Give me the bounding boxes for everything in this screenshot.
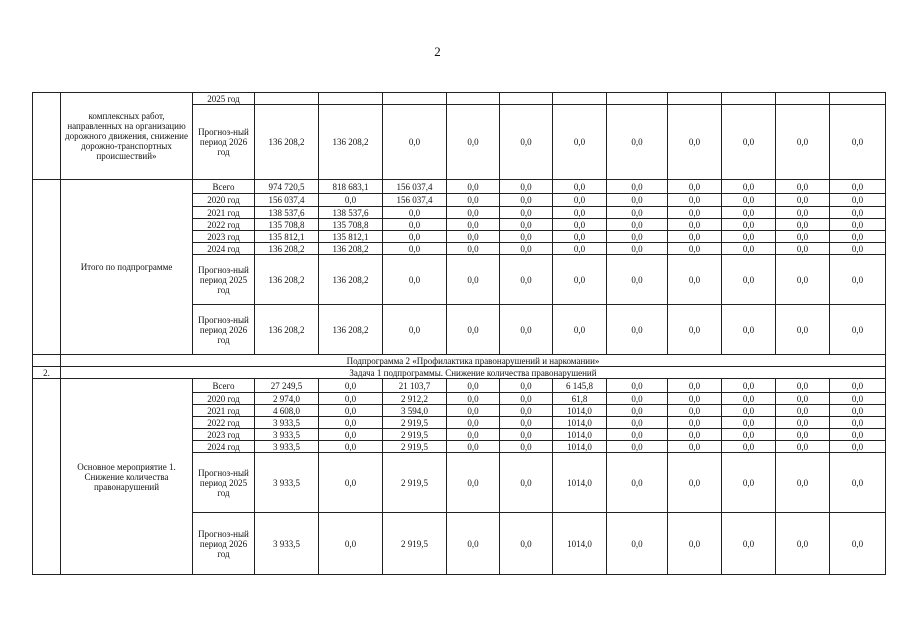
value-cell: 136 208,2	[319, 305, 383, 355]
task-title: Задача 1 подпрограммы. Снижение количества правонарушений	[61, 367, 886, 379]
row-index-cell	[33, 180, 61, 355]
period-cell: 2024 год	[193, 441, 255, 453]
value-cell: 0,0	[830, 243, 886, 255]
value-cell: 3 933,5	[255, 417, 319, 429]
table-row	[33, 93, 886, 105]
period-cell: Прогноз-ный период 2026 год	[193, 105, 255, 180]
value-cell: 0,0	[607, 194, 668, 207]
value-cell: 0,0	[447, 513, 500, 575]
value-cell: 0,0	[776, 441, 830, 453]
value-cell: 0,0	[447, 417, 500, 429]
value-cell: 0,0	[722, 105, 776, 180]
value-cell: 0,0	[500, 453, 553, 513]
value-cell: 0,0	[776, 219, 830, 231]
value-cell: 136 208,2	[319, 255, 383, 305]
value-cell: 0,0	[776, 194, 830, 207]
value-cell: 0,0	[319, 194, 383, 207]
value-cell: 2 919,5	[383, 453, 447, 513]
value-cell: 0,0	[776, 207, 830, 219]
value-cell: 0,0	[500, 231, 553, 243]
period-cell: Прогноз-ный период 2025 год	[193, 255, 255, 305]
value-cell: 0,0	[447, 219, 500, 231]
measure-name-cell: Основное мероприятие 1. Снижение количества правонарушений	[61, 379, 193, 575]
value-cell: 0,0	[722, 405, 776, 417]
period-cell: 2023 год	[193, 231, 255, 243]
value-cell: 0,0	[607, 305, 668, 355]
value-cell: 0,0	[776, 393, 830, 405]
period-cell: 2020 год	[193, 393, 255, 405]
value-cell: 0,0	[830, 219, 886, 231]
budget-table	[32, 92, 886, 575]
value-cell: 21 103,7	[383, 379, 447, 393]
value-cell: 1014,0	[553, 441, 607, 453]
value-cell: 2 919,5	[383, 441, 447, 453]
value-cell: 0,0	[830, 441, 886, 453]
value-cell: 0,0	[383, 255, 447, 305]
value-cell: 0,0	[500, 513, 553, 575]
page-number: 2	[434, 44, 441, 59]
value-cell: 0,0	[722, 231, 776, 243]
value-cell: 0,0	[668, 243, 722, 255]
value-cell: 6 145,8	[553, 379, 607, 393]
value-cell: 0,0	[607, 219, 668, 231]
value-cell: 0,0	[500, 219, 553, 231]
measure-name-cell: комплексных работ, направленных на организацию дорожного движения, снижение дорожно-транспортных происшествий»	[61, 93, 193, 180]
value-cell: 156 037,4	[383, 194, 447, 207]
value-cell: 1014,0	[553, 513, 607, 575]
task-index: 2.	[33, 367, 61, 379]
value-cell: 0,0	[319, 379, 383, 393]
period-cell: 2024 год	[193, 243, 255, 255]
value-cell: 0,0	[776, 180, 830, 194]
value-cell: 0,0	[776, 417, 830, 429]
value-cell: 0,0	[668, 453, 722, 513]
value-cell: 0,0	[722, 441, 776, 453]
value-cell: 0,0	[607, 405, 668, 417]
measure-name-cell: Итого по подпрограмме	[61, 180, 193, 355]
value-cell: 0,0	[500, 194, 553, 207]
value-cell: 0,0	[776, 231, 830, 243]
value-cell: 156 037,4	[383, 180, 447, 194]
value-cell: 0,0	[500, 429, 553, 441]
value-cell: 27 249,5	[255, 379, 319, 393]
value-cell: 0,0	[500, 441, 553, 453]
value-cell: 0,0	[830, 417, 886, 429]
period-cell: Всего	[193, 379, 255, 393]
value-cell: 2 919,5	[383, 513, 447, 575]
period-cell: 2021 год	[193, 207, 255, 219]
value-cell: 0,0	[776, 429, 830, 441]
value-cell: 0,0	[722, 255, 776, 305]
value-cell: 0,0	[607, 255, 668, 305]
value-cell: 1014,0	[553, 417, 607, 429]
value-cell: 0,0	[722, 393, 776, 405]
value-cell: 0,0	[668, 105, 722, 180]
value-cell: 3 933,5	[255, 429, 319, 441]
value-cell	[500, 93, 553, 105]
value-cell: 0,0	[668, 379, 722, 393]
period-cell: Прогноз-ный период 2026 год	[193, 513, 255, 575]
value-cell: 0,0	[500, 379, 553, 393]
value-cell: 0,0	[722, 219, 776, 231]
value-cell	[776, 93, 830, 105]
value-cell: 138 537,6	[255, 207, 319, 219]
period-cell: 2021 год	[193, 405, 255, 417]
value-cell: 136 208,2	[319, 243, 383, 255]
value-cell: 0,0	[319, 453, 383, 513]
value-cell: 0,0	[500, 255, 553, 305]
subprogram-title: Подпрограмма 2 «Профилактика правонарушений и наркомании»	[61, 355, 886, 367]
period-cell: Прогноз-ный период 2025 год	[193, 453, 255, 513]
value-cell: 0,0	[607, 453, 668, 513]
value-cell: 0,0	[607, 441, 668, 453]
value-cell: 61,8	[553, 393, 607, 405]
value-cell: 0,0	[830, 180, 886, 194]
value-cell: 0,0	[553, 180, 607, 194]
value-cell: 0,0	[668, 219, 722, 231]
value-cell: 0,0	[668, 305, 722, 355]
table-row	[33, 379, 886, 393]
value-cell	[553, 93, 607, 105]
value-cell: 0,0	[319, 393, 383, 405]
period-cell: 2023 год	[193, 429, 255, 441]
value-cell	[722, 93, 776, 105]
value-cell: 0,0	[668, 441, 722, 453]
value-cell: 0,0	[830, 393, 886, 405]
value-cell: 0,0	[500, 180, 553, 194]
value-cell: 1014,0	[553, 405, 607, 417]
value-cell: 0,0	[447, 194, 500, 207]
value-cell: 0,0	[319, 429, 383, 441]
value-cell: 818 683,1	[319, 180, 383, 194]
period-cell: 2025 год	[193, 93, 255, 105]
value-cell: 0,0	[383, 243, 447, 255]
value-cell: 0,0	[668, 405, 722, 417]
value-cell: 156 037,4	[255, 194, 319, 207]
value-cell	[319, 93, 383, 105]
value-cell: 0,0	[830, 379, 886, 393]
value-cell: 0,0	[722, 194, 776, 207]
value-cell: 0,0	[722, 379, 776, 393]
value-cell: 0,0	[607, 429, 668, 441]
value-cell: 0,0	[447, 429, 500, 441]
value-cell	[255, 93, 319, 105]
value-cell: 0,0	[447, 255, 500, 305]
value-cell: 0,0	[830, 513, 886, 575]
value-cell: 0,0	[722, 207, 776, 219]
value-cell: 3 933,5	[255, 453, 319, 513]
value-cell: 0,0	[447, 243, 500, 255]
period-cell: 2020 год	[193, 194, 255, 207]
table-row	[33, 180, 886, 194]
value-cell: 0,0	[319, 417, 383, 429]
value-cell: 138 537,6	[319, 207, 383, 219]
value-cell: 135 812,1	[255, 231, 319, 243]
value-cell: 0,0	[668, 231, 722, 243]
value-cell: 0,0	[500, 207, 553, 219]
value-cell: 0,0	[722, 513, 776, 575]
value-cell: 0,0	[668, 207, 722, 219]
value-cell: 0,0	[319, 441, 383, 453]
value-cell: 135 708,8	[319, 219, 383, 231]
subprogram-row	[33, 355, 886, 367]
value-cell: 136 208,2	[255, 105, 319, 180]
value-cell: 0,0	[447, 379, 500, 393]
value-cell: 3 594,0	[383, 405, 447, 417]
value-cell: 135 812,1	[319, 231, 383, 243]
value-cell: 0,0	[830, 207, 886, 219]
value-cell: 0,0	[383, 305, 447, 355]
value-cell: 0,0	[553, 219, 607, 231]
value-cell: 0,0	[830, 255, 886, 305]
value-cell: 0,0	[500, 243, 553, 255]
value-cell: 0,0	[607, 513, 668, 575]
value-cell: 0,0	[830, 305, 886, 355]
value-cell: 0,0	[553, 255, 607, 305]
value-cell	[607, 93, 668, 105]
value-cell: 0,0	[447, 441, 500, 453]
value-cell: 0,0	[776, 453, 830, 513]
value-cell: 0,0	[500, 417, 553, 429]
row-index-cell	[33, 355, 61, 367]
row-index-cell	[33, 93, 61, 180]
value-cell: 0,0	[607, 243, 668, 255]
value-cell: 0,0	[447, 231, 500, 243]
value-cell: 0,0	[668, 180, 722, 194]
value-cell: 0,0	[447, 105, 500, 180]
value-cell: 0,0	[383, 219, 447, 231]
value-cell: 0,0	[830, 231, 886, 243]
period-cell: Всего	[193, 180, 255, 194]
value-cell: 0,0	[553, 305, 607, 355]
value-cell: 2 919,5	[383, 417, 447, 429]
value-cell: 0,0	[607, 393, 668, 405]
value-cell: 0,0	[668, 513, 722, 575]
value-cell: 136 208,2	[255, 243, 319, 255]
value-cell: 0,0	[553, 194, 607, 207]
value-cell: 0,0	[553, 105, 607, 180]
value-cell	[668, 93, 722, 105]
value-cell: 0,0	[553, 207, 607, 219]
value-cell: 0,0	[830, 429, 886, 441]
value-cell: 0,0	[607, 417, 668, 429]
value-cell: 0,0	[607, 207, 668, 219]
value-cell: 0,0	[553, 243, 607, 255]
value-cell: 0,0	[776, 255, 830, 305]
value-cell: 2 919,5	[383, 429, 447, 441]
value-cell: 1014,0	[553, 453, 607, 513]
value-cell: 135 708,8	[255, 219, 319, 231]
value-cell: 3 933,5	[255, 441, 319, 453]
value-cell: 0,0	[776, 405, 830, 417]
value-cell: 0,0	[447, 405, 500, 417]
value-cell: 0,0	[776, 379, 830, 393]
value-cell: 0,0	[607, 180, 668, 194]
value-cell: 0,0	[447, 393, 500, 405]
value-cell: 1014,0	[553, 429, 607, 441]
value-cell: 0,0	[383, 231, 447, 243]
value-cell: 0,0	[553, 231, 607, 243]
value-cell: 136 208,2	[255, 255, 319, 305]
period-cell: 2022 год	[193, 219, 255, 231]
value-cell: 0,0	[668, 393, 722, 405]
value-cell: 0,0	[607, 231, 668, 243]
value-cell: 136 208,2	[319, 105, 383, 180]
value-cell: 0,0	[776, 513, 830, 575]
value-cell: 0,0	[447, 453, 500, 513]
value-cell: 0,0	[776, 305, 830, 355]
value-cell: 0,0	[319, 513, 383, 575]
value-cell: 0,0	[383, 207, 447, 219]
period-cell: Прогноз-ный период 2026 год	[193, 305, 255, 355]
value-cell: 0,0	[607, 379, 668, 393]
value-cell: 0,0	[830, 405, 886, 417]
value-cell: 136 208,2	[255, 305, 319, 355]
value-cell: 0,0	[722, 453, 776, 513]
value-cell: 0,0	[668, 417, 722, 429]
value-cell: 0,0	[447, 207, 500, 219]
value-cell: 0,0	[447, 305, 500, 355]
value-cell: 2 912,2	[383, 393, 447, 405]
value-cell: 0,0	[447, 180, 500, 194]
value-cell: 0,0	[722, 243, 776, 255]
value-cell: 0,0	[668, 194, 722, 207]
value-cell: 0,0	[500, 105, 553, 180]
value-cell: 0,0	[668, 255, 722, 305]
value-cell	[383, 93, 447, 105]
value-cell: 0,0	[776, 243, 830, 255]
value-cell	[447, 93, 500, 105]
value-cell: 4 608,0	[255, 405, 319, 417]
value-cell: 0,0	[500, 393, 553, 405]
period-cell: 2022 год	[193, 417, 255, 429]
value-cell: 0,0	[722, 180, 776, 194]
task-row	[33, 367, 886, 379]
value-cell: 0,0	[319, 405, 383, 417]
value-cell: 0,0	[383, 105, 447, 180]
value-cell: 2 974,0	[255, 393, 319, 405]
value-cell: 0,0	[722, 305, 776, 355]
value-cell: 0,0	[500, 405, 553, 417]
value-cell: 0,0	[722, 417, 776, 429]
value-cell: 0,0	[830, 105, 886, 180]
value-cell: 0,0	[500, 305, 553, 355]
value-cell: 0,0	[722, 429, 776, 441]
value-cell: 0,0	[830, 194, 886, 207]
value-cell: 0,0	[830, 453, 886, 513]
value-cell: 0,0	[776, 105, 830, 180]
row-index-cell	[33, 379, 61, 575]
value-cell: 0,0	[607, 105, 668, 180]
value-cell: 3 933,5	[255, 513, 319, 575]
value-cell	[830, 93, 886, 105]
value-cell: 974 720,5	[255, 180, 319, 194]
value-cell: 0,0	[668, 429, 722, 441]
